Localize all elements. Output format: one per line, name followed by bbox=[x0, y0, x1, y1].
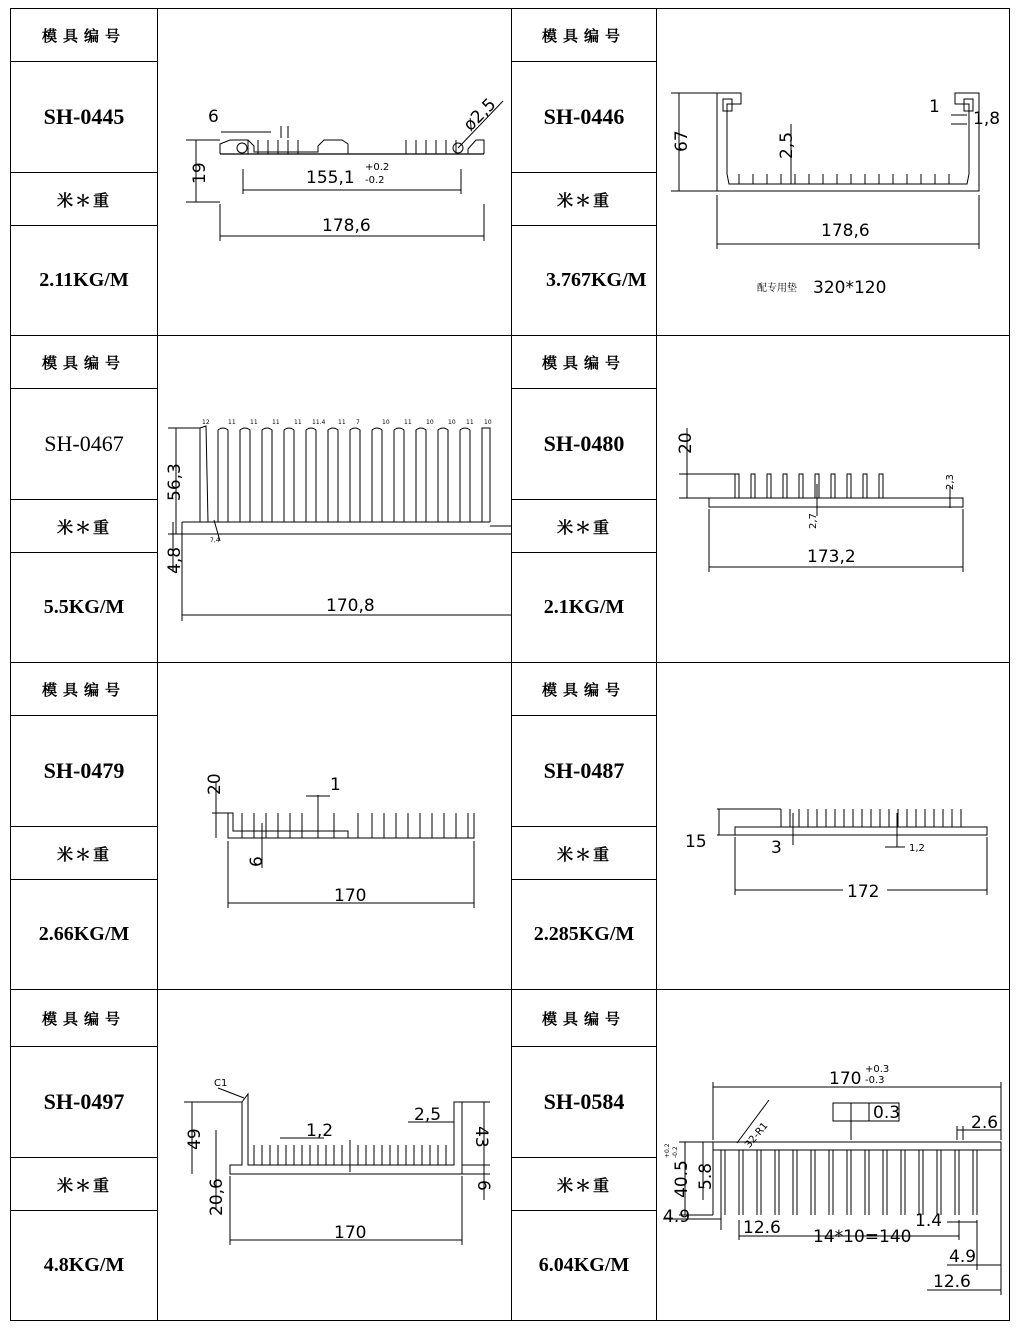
dim-tol-lower: -0.2 bbox=[365, 175, 385, 186]
dim-43: 43 bbox=[471, 1126, 491, 1148]
product-weight: 2.66KG/M bbox=[10, 879, 158, 990]
gap-label: 11 bbox=[272, 419, 280, 426]
dim-base: 20,6 bbox=[207, 1178, 227, 1216]
label-mold-number: 模具编号 bbox=[511, 335, 657, 389]
gap-label: 11 bbox=[250, 419, 258, 426]
dim-total-width: 170,8 bbox=[326, 596, 375, 616]
dim-total-width: 170 bbox=[829, 1069, 862, 1089]
label-weight: 米＊重 bbox=[10, 172, 158, 226]
dim-height: 15 bbox=[685, 832, 707, 852]
product-weight: 2.285KG/M bbox=[511, 879, 657, 990]
gap-label: 10 bbox=[382, 419, 390, 426]
dim-total-width: 172 bbox=[847, 882, 880, 902]
gap-label: 11 bbox=[338, 419, 346, 426]
dim-6: 6 bbox=[208, 107, 219, 127]
product-weight: 5.5KG/M bbox=[10, 552, 158, 663]
dim-2-5: 2,5 bbox=[414, 1105, 442, 1125]
dim-7-4: 7,4 bbox=[210, 537, 220, 544]
dim-12-6-right: 12.6 bbox=[933, 1272, 971, 1292]
dim-height: 19 bbox=[190, 162, 210, 184]
product-weight: 6.04KG/M bbox=[511, 1210, 657, 1321]
gap-label: 12 bbox=[202, 419, 210, 426]
label-weight: 米＊重 bbox=[511, 499, 657, 553]
gap-label: 7 bbox=[356, 419, 360, 426]
product-code: SH-0487 bbox=[511, 715, 657, 827]
product-code: SH-0479 bbox=[10, 715, 158, 827]
product-weight: 3.767KG/M bbox=[511, 225, 657, 336]
dim-inner-width: 155,1 bbox=[306, 168, 355, 188]
dim-total-width: 178,6 bbox=[322, 216, 371, 236]
gap-label: 10 bbox=[426, 419, 434, 426]
product-weight: 4.8KG/M bbox=[10, 1210, 158, 1321]
product-weight: 2.1KG/M bbox=[511, 552, 657, 663]
label-weight: 米＊重 bbox=[511, 1157, 657, 1211]
dim-total-width: 170 bbox=[334, 886, 367, 906]
drawing-sh-0479 bbox=[157, 662, 512, 990]
tol-flatness: 0.3 bbox=[873, 1103, 901, 1123]
drawing-sh-0467 bbox=[157, 335, 512, 663]
label-mold-number: 模具编号 bbox=[10, 335, 158, 389]
dim-chamfer: C1 bbox=[214, 1078, 228, 1089]
gap-label: 10 bbox=[448, 419, 456, 426]
drawing-sh-0445 bbox=[157, 8, 512, 336]
dim-height: 20 bbox=[205, 773, 225, 795]
label-mold-number: 模具编号 bbox=[511, 989, 657, 1047]
dim-tol-upper-2: +0.2 bbox=[664, 1143, 671, 1158]
dim-1-2: 1,2 bbox=[909, 843, 925, 854]
dim-tol-lower-2: -0.2 bbox=[672, 1146, 679, 1158]
label-weight: 米＊重 bbox=[511, 826, 657, 880]
dim-tol-upper: +0.2 bbox=[365, 162, 390, 173]
drawing-sh-0584 bbox=[656, 989, 1010, 1321]
dim-fin-depth: 2,5 bbox=[777, 131, 797, 159]
label-mold-number: 模具编号 bbox=[511, 8, 657, 62]
product-code: SH-0445 bbox=[10, 61, 158, 173]
dim-6: 6 bbox=[473, 1180, 493, 1191]
drawing-sh-0497 bbox=[157, 989, 512, 1321]
dim-2-6: 2.6 bbox=[971, 1113, 999, 1133]
note-gasket: 配专用垫 bbox=[757, 283, 797, 294]
label-mold-number: 模具编号 bbox=[10, 989, 158, 1047]
drawing-sh-0446 bbox=[656, 8, 1010, 336]
dim-1: 1 bbox=[929, 97, 940, 117]
dim-height: 49 bbox=[185, 1128, 205, 1150]
dim-height: 40.5 bbox=[672, 1160, 692, 1198]
gap-label: 10 bbox=[484, 419, 492, 426]
dim-fillet: 32-R1 bbox=[743, 1120, 771, 1151]
dim-tol-lower: -0.3 bbox=[865, 1075, 885, 1086]
dim-tol-upper: +0.3 bbox=[865, 1064, 890, 1075]
dim-4-9-right: 4.9 bbox=[949, 1247, 977, 1267]
dim-6: 6 bbox=[247, 856, 267, 867]
dim-height: 67 bbox=[672, 130, 692, 152]
product-code: SH-0446 bbox=[511, 61, 657, 173]
label-weight: 米＊重 bbox=[10, 499, 158, 553]
dim-4-9-left: 4.9 bbox=[663, 1207, 691, 1227]
gasket-size: 320*120 bbox=[813, 278, 887, 298]
product-code: SH-0467 bbox=[10, 388, 158, 500]
label-weight: 米＊重 bbox=[10, 1157, 158, 1211]
dim-height: 20 bbox=[676, 432, 696, 454]
label-mold-number: 模具编号 bbox=[511, 662, 657, 716]
label-weight: 米＊重 bbox=[10, 826, 158, 880]
dim-height: 56,3 bbox=[165, 463, 185, 501]
dim-diameter: ø2,5 bbox=[459, 94, 501, 136]
dim-1: 1 bbox=[330, 775, 341, 795]
dim-total-width: 170 bbox=[334, 1223, 367, 1243]
dim-1-2: 1,2 bbox=[306, 1121, 334, 1141]
dim-base: 4,8 bbox=[165, 546, 185, 574]
gap-label: 11.4 bbox=[312, 419, 326, 426]
product-code: SH-0584 bbox=[511, 1046, 657, 1158]
dim-3: 3 bbox=[771, 838, 782, 858]
gap-label: 11 bbox=[404, 419, 412, 426]
dim-1-4: 1.4 bbox=[915, 1211, 943, 1231]
dim-fin-pitch: 14*10=140 bbox=[813, 1227, 912, 1247]
dim-2-3: 2,3 bbox=[945, 474, 956, 490]
gap-label: 11 bbox=[294, 419, 302, 426]
dim-5-8: 5.8 bbox=[696, 1162, 716, 1190]
dim-2-7: 2,7 bbox=[808, 513, 819, 529]
product-code: SH-0497 bbox=[10, 1046, 158, 1158]
label-mold-number: 模具编号 bbox=[10, 8, 158, 62]
drawing-sh-0480 bbox=[656, 335, 1010, 663]
product-code: SH-0480 bbox=[511, 388, 657, 500]
label-mold-number: 模具编号 bbox=[10, 662, 158, 716]
drawing-sh-0487 bbox=[656, 662, 1010, 990]
dim-12-6-left: 12.6 bbox=[743, 1218, 781, 1238]
dim-1-8: 1,8 bbox=[973, 109, 1001, 129]
gap-label: 11 bbox=[466, 419, 474, 426]
dim-total-width: 178,6 bbox=[821, 221, 870, 241]
gap-label: 11 bbox=[228, 419, 236, 426]
dim-total-width: 173,2 bbox=[807, 547, 856, 567]
product-weight: 2.11KG/M bbox=[10, 225, 158, 336]
label-weight: 米＊重 bbox=[511, 172, 657, 226]
